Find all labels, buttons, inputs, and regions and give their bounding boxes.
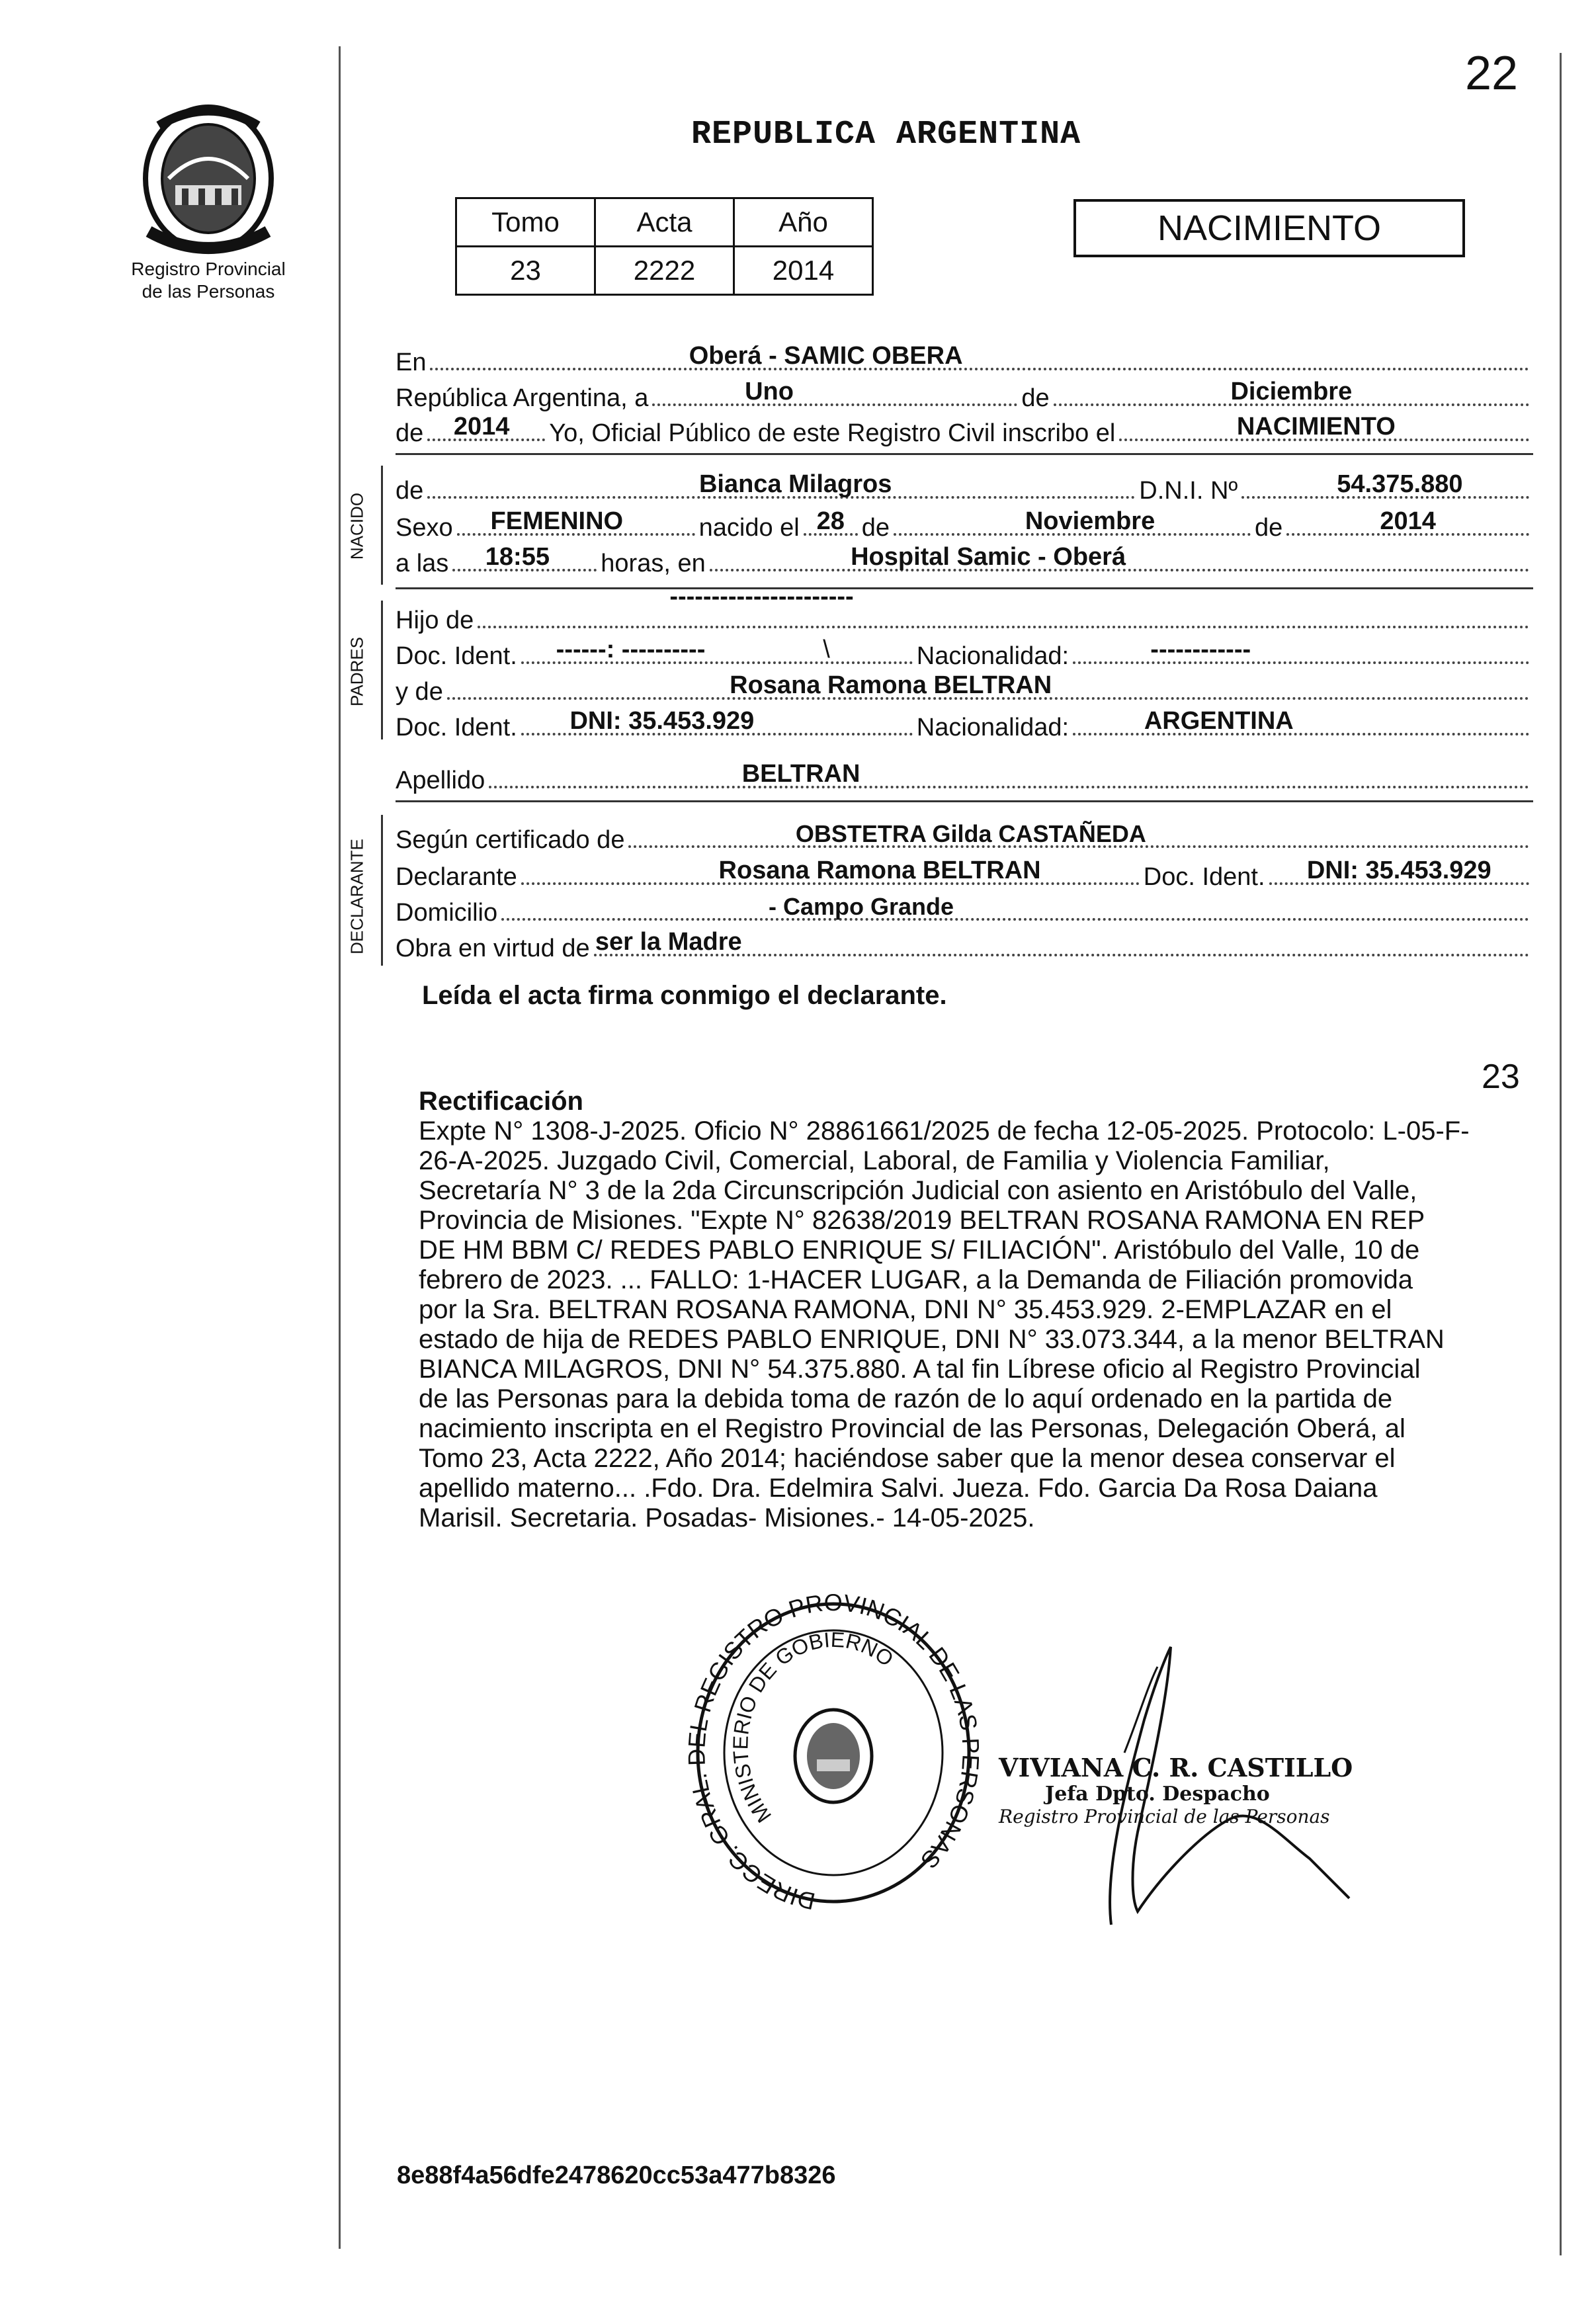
form-row-obra xyxy=(396,929,1533,963)
nac2-value: ARGENTINA xyxy=(1144,707,1294,735)
birth-place-value: Hospital Samic - Oberá xyxy=(851,543,1126,571)
province-emblem-icon xyxy=(122,99,294,258)
month-value: Diciembre xyxy=(1230,378,1353,405)
mother-value: Rosana Ramona BELTRAN xyxy=(730,671,1052,699)
obra-value: ser la Madre xyxy=(595,928,742,956)
doc1-dots xyxy=(521,636,913,664)
doc2-label: Doc. Ident. xyxy=(396,714,517,741)
page-number: 22 xyxy=(1465,47,1519,100)
form-row-year xyxy=(396,413,1533,448)
logo-caption xyxy=(116,258,301,303)
birth-day-value: 28 xyxy=(816,507,845,535)
right-margin-line xyxy=(1560,53,1562,2255)
decl-doc-dots xyxy=(1269,857,1529,885)
left-margin-line xyxy=(339,46,341,2249)
document-hash: 8e88f4a56dfe2478620cc53a477b8326 xyxy=(397,2161,836,2189)
sexo-label: Sexo xyxy=(396,514,453,542)
ref-value-tomo: 23 xyxy=(456,247,595,295)
apellido-value: BELTRAN xyxy=(741,760,861,788)
closing-statement: Leída el acta firma conmigo el declarante. xyxy=(422,981,947,1010)
rectification-line: de las Personas para la debida toma de razón de lo aquí ordenado en la partida de xyxy=(419,1384,1393,1413)
rectification-line: 26-A-2025. Juzgado Civil, Comercial, Laboral, de Familia y Violencia Familiar, xyxy=(419,1146,1330,1175)
form-row-domicilio xyxy=(396,893,1533,927)
rectification-heading: Rectificación xyxy=(419,1087,583,1116)
form-row-hijo xyxy=(396,583,1533,635)
year-value: 2014 xyxy=(453,413,510,440)
nacido-el-label: nacido el xyxy=(698,514,800,542)
birth-month-value: Noviembre xyxy=(1025,507,1155,535)
birth-day-dots xyxy=(804,507,858,536)
mother-dots xyxy=(447,671,1529,700)
inscribe-text: Yo, Oficial Público de este Registro Civil inscribo el xyxy=(549,419,1116,447)
reference-header-row xyxy=(456,198,873,247)
official-seal xyxy=(688,1594,979,1918)
decl-label: Declarante xyxy=(396,863,517,891)
form-row-time xyxy=(396,544,1533,578)
seal-outer-textpath: DIRECC. GRAL REGISTRO PROVINCIAL DE LA SONAS xyxy=(688,1594,979,1915)
month-dots xyxy=(1054,378,1529,406)
rectification-line: Secretaría N° 3 de la 2da Circunscripción Judicial con asiento en Aristóbulo del Valle, xyxy=(419,1176,1417,1205)
dom-label: Domicilio xyxy=(396,899,498,927)
seal-inner-textpath: MINISTERIO DE GOBIERNO xyxy=(728,1627,898,1827)
obra-dots xyxy=(594,928,1529,956)
rectification-line: DE HM BBM C/ REDES PABLO ENRIQUE S/ FILIACIÓN". Aristóbulo del Valle, 10 de xyxy=(419,1236,1420,1265)
form-row-sex xyxy=(396,508,1533,542)
dni-label: D.N.I. Nº xyxy=(1139,477,1238,505)
sexo-dots xyxy=(457,507,695,536)
province-logo xyxy=(122,99,294,258)
form-row-place xyxy=(396,343,1533,377)
declarante-bar xyxy=(381,815,383,966)
day-dots xyxy=(652,378,1017,406)
apellido-dots xyxy=(489,760,1529,788)
nac2-dots xyxy=(1073,707,1529,735)
dom-dots xyxy=(501,893,1529,921)
birth-de-label-a: de xyxy=(861,514,890,542)
hijo-label: Hijo de xyxy=(396,607,474,634)
section-label-padres: PADRES xyxy=(347,637,367,706)
country-label: República Argentina, a xyxy=(396,384,649,412)
separator-3 xyxy=(396,800,1533,802)
year-dots xyxy=(427,413,545,441)
padres-bar xyxy=(381,601,383,739)
horas-label: horas, en xyxy=(601,550,706,577)
sexo-value: FEMENINO xyxy=(490,507,624,535)
time-value: 18:55 xyxy=(485,543,550,571)
alas-label: a las xyxy=(396,550,449,577)
cert-dots xyxy=(628,820,1529,848)
cert-label: Según certificado de xyxy=(396,826,625,854)
place-label: En xyxy=(396,349,427,376)
section-label-declarante: DECLARANTE xyxy=(347,839,367,954)
nacido-de-label: de xyxy=(396,477,424,505)
form-row-doc2 xyxy=(396,708,1533,742)
rectification-number: 23 xyxy=(1482,1058,1520,1096)
de-label-1: de xyxy=(1021,384,1050,412)
nac1-value: ------------ xyxy=(1150,636,1251,663)
doc1-value: ------: ---------- xyxy=(556,636,706,663)
inscribe-value: NACIMIENTO xyxy=(1236,413,1396,440)
rectification-line: febrero de 2023. ... FALLO: 1-HACER LUGAR, a la Demanda de Filiación promovida xyxy=(419,1265,1413,1294)
doc2-dots xyxy=(521,707,913,735)
form-row-doc1 xyxy=(396,636,1533,671)
rectification-line: Provincia de Misiones. "Expte N° 82638/2019 BELTRAN ROSANA RAMONA EN REP xyxy=(419,1206,1425,1235)
obra-label: Obra en virtud de xyxy=(396,935,590,962)
form-row-declarante xyxy=(396,857,1533,892)
doc1-mark: \ xyxy=(823,636,830,663)
section-label-nacido: NACIDO xyxy=(347,492,367,560)
reference-table xyxy=(455,197,874,296)
dom-value: - Campo Grande xyxy=(768,893,954,920)
rectification-line: por la Sra. BELTRAN ROSANA RAMONA, DNI N° 35.453.929. 2-EMPLAZAR en el xyxy=(419,1295,1392,1324)
day-value: Uno xyxy=(745,378,794,405)
logo-caption-line2: de las Personas xyxy=(142,281,275,302)
form-row-date xyxy=(396,378,1533,413)
dni-dots xyxy=(1241,470,1529,499)
birth-month-dots xyxy=(894,507,1251,536)
ref-value-acta: 2222 xyxy=(595,247,734,295)
ref-header-acta: Acta xyxy=(595,198,734,247)
decl-dots xyxy=(521,857,1140,885)
hijo-value: ---------------------- xyxy=(669,583,854,610)
rectification-line: apellido materno... .Fdo. Dra. Edelmira Salvi. Jueza. Fdo. Garcia Da Rosa Daiana xyxy=(419,1474,1378,1503)
rectification-body xyxy=(419,1116,1543,1533)
logo-caption-line1: Registro Provincial xyxy=(131,259,286,279)
time-dots xyxy=(452,543,597,571)
rectification-line: BIANCA MILAGROS, DNI N° 54.375.880. A tal fin Líbrese oficio al Registro Provincial xyxy=(419,1355,1421,1384)
nacido-bar xyxy=(381,466,383,585)
form-row-mother xyxy=(396,672,1533,706)
ref-header-tomo: Tomo xyxy=(456,198,595,247)
name-value: Bianca Milagros xyxy=(698,470,892,498)
decl-value: Rosana Ramona BELTRAN xyxy=(718,857,1041,884)
decl-doc-label: Doc. Ident. xyxy=(1143,863,1265,891)
birth-place-dots xyxy=(710,543,1529,571)
apellido-label: Apellido xyxy=(396,767,485,794)
separator-2 xyxy=(396,587,1533,589)
decl-doc-value: DNI: 35.453.929 xyxy=(1306,857,1491,884)
place-value: Oberá - SAMIC OBERA xyxy=(689,342,963,370)
yde-label: y de xyxy=(396,678,443,706)
rectification-line: Tomo 23, Acta 2222, Año 2014; haciéndose saber que la menor desea conservar el xyxy=(419,1444,1396,1473)
separator-1 xyxy=(396,453,1533,455)
form-row-cert xyxy=(396,820,1533,855)
name-dots xyxy=(427,470,1135,499)
ref-header-anio: Año xyxy=(734,198,873,247)
form-row-apellido xyxy=(396,761,1533,795)
doc1-label: Doc. Ident. xyxy=(396,642,517,670)
handwritten-signature xyxy=(1032,1620,1376,1938)
reference-value-row xyxy=(456,247,873,295)
signature-stamp-line1: VIVIANA C. R. CASTILLO xyxy=(999,1753,1353,1783)
birth-year-value: 2014 xyxy=(1380,507,1436,535)
signature-stamp-line3: Registro Provincial de las Personas xyxy=(999,1806,1330,1827)
nac2-label: Nacionalidad: xyxy=(916,714,1070,741)
birth-year-dots xyxy=(1286,507,1529,536)
dni-value: 54.375.880 xyxy=(1337,470,1463,498)
doc2-value: DNI: 35.453.929 xyxy=(569,707,755,735)
ref-value-anio: 2014 xyxy=(734,247,873,295)
nac1-dots xyxy=(1073,636,1529,664)
rectification-line: Marisil. Secretaria. Posadas- Misiones.- 14-05-2025. xyxy=(419,1503,1035,1532)
place-dots xyxy=(430,342,1529,370)
rectification-line: Expte N° 1308-J-2025. Oficio N° 28861661/2025 de fecha 12-05-2025. Protocolo: L-05-F- xyxy=(419,1116,1470,1146)
hijo-dots xyxy=(478,583,1529,628)
signature-stamp-line2: Jefa Dpto. Despacho xyxy=(1045,1783,1270,1806)
record-type-box: NACIMIENTO xyxy=(1073,199,1465,257)
inscribe-dots xyxy=(1119,413,1529,441)
cert-value: OBSTETRA Gilda CASTAÑEDA xyxy=(795,820,1146,847)
birth-de-label-b: de xyxy=(1255,514,1283,542)
de-label-2: de xyxy=(396,419,424,447)
rectification-line: nacimiento inscripta en el Registro Provincial de las Personas, Delegación Oberá, al xyxy=(419,1414,1406,1443)
form-row-name xyxy=(396,471,1533,505)
official-seal-icon xyxy=(688,1594,979,1918)
document-title: REPUBLICA ARGENTINA xyxy=(691,116,1081,153)
nac1-label: Nacionalidad: xyxy=(916,642,1070,670)
rectification-line: estado de hija de REDES PABLO ENRIQUE, DNI N° 33.073.344, a la menor BELTRAN xyxy=(419,1325,1445,1354)
